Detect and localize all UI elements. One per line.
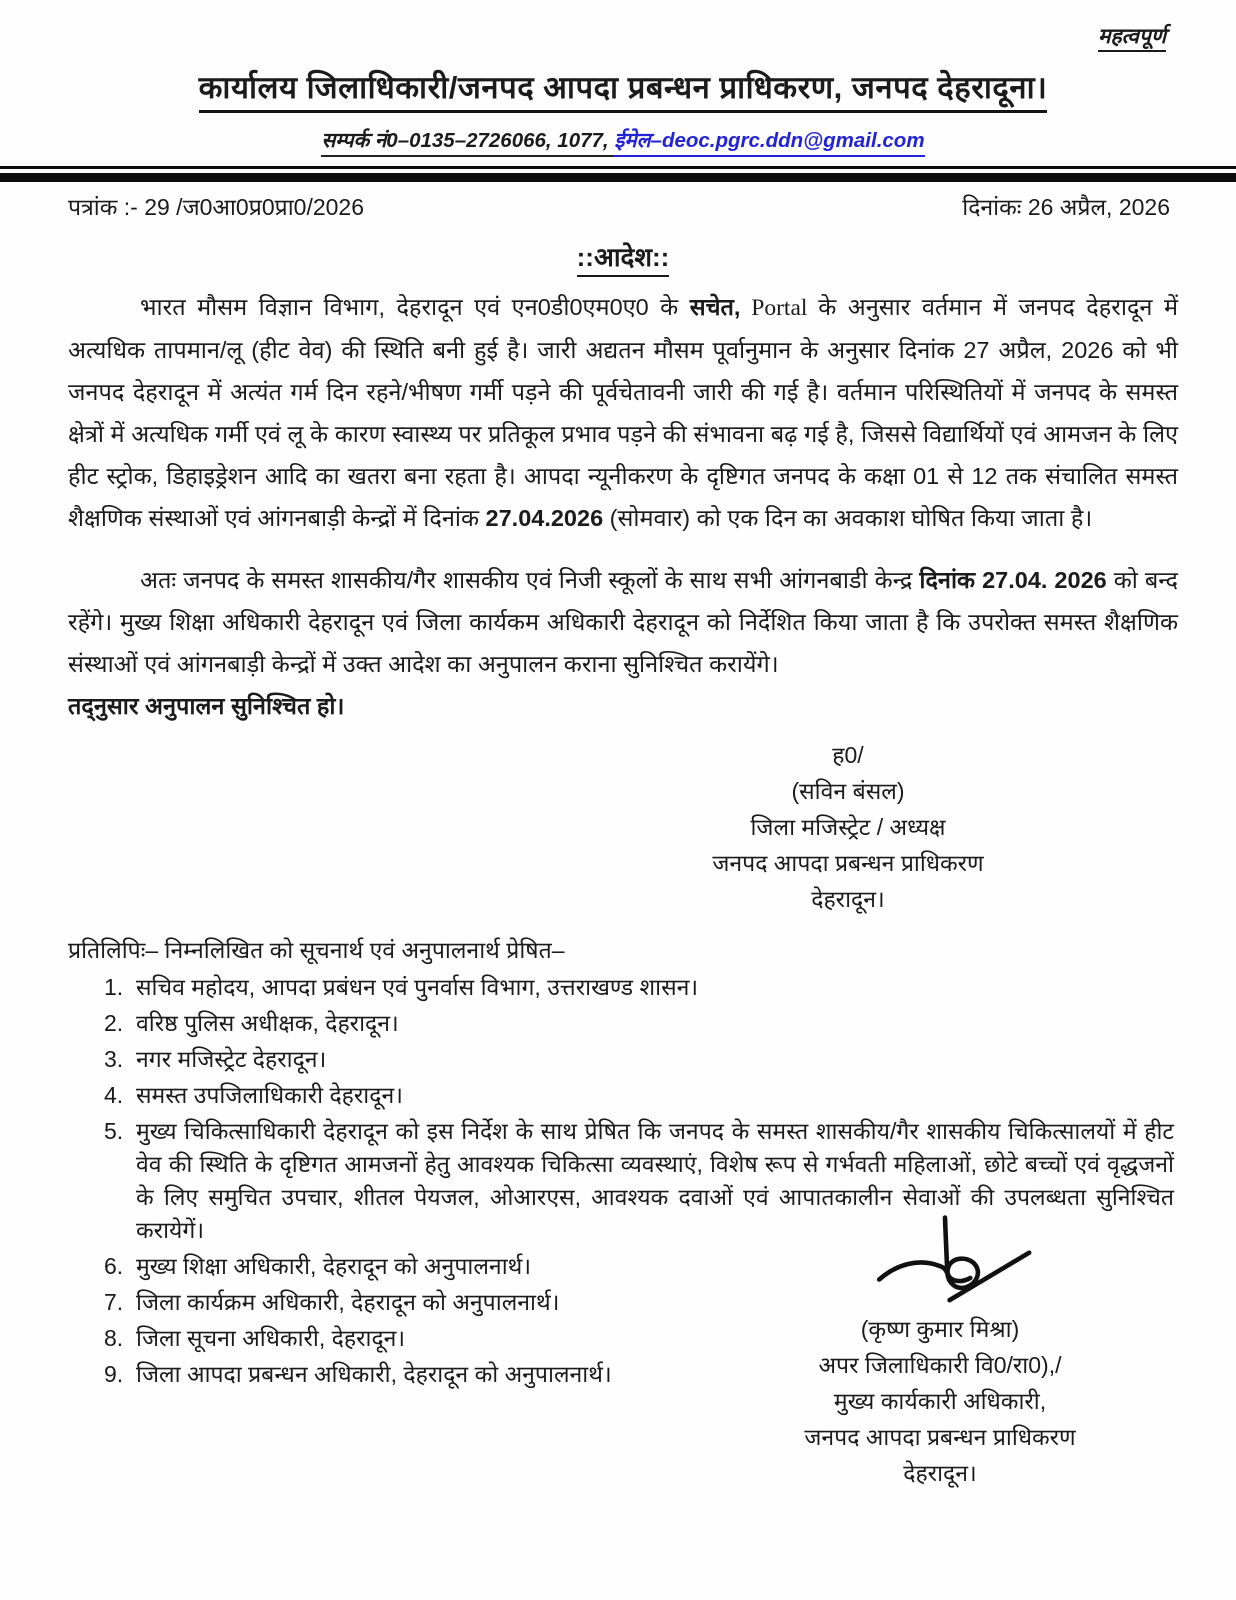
contact-line	[68, 126, 1178, 154]
copy-item-number: 7.	[104, 1289, 124, 1315]
copy-item-number: 8.	[104, 1325, 124, 1351]
copy-item-number: 4.	[104, 1082, 124, 1108]
para2-text: अतः जनपद के समस्त शासकीय/गैर शासकीय एवं निजी स्कूलों के साथ सभी आंगनबाडी केन्द्र	[140, 567, 920, 593]
copy-item-text: सचिव महोदय, आपदा प्रबंधन एवं पुनर्वास विभाग, उत्तराखण्ड शासन।	[136, 974, 699, 1000]
copy-item-text: नगर मजिस्ट्रेट देहरादून।	[136, 1046, 327, 1072]
copy-item-text: वरिष्ठ पुलिस अधीक्षक, देहरादून।	[136, 1010, 399, 1036]
copy-item-number: 9.	[104, 1361, 124, 1387]
copy-item-text: मुख्य चिकित्साधिकारी देहरादून को इस निर्देश के साथ प्रेषित कि जनपद के समस्त शासकीय/गैर शासकीय चिकित्सालयों में हीट वेव की स्थिति के दृष्टिगत आमजनों हेतु आवश्यक चिकित्सा व्यवस्थाएं, विशेष रूप से गर्भवती महिलाओं, छोटे बच्चों एवं वृद्धजनों के लिए समुचित उपचार, शीतल पेयजल, ओआरएस, आवश्यक दवाओं एवं आपातकालीन सेवाओं की उपलब्धता सुनिश्चित करायेगें।	[136, 1118, 1174, 1243]
copy-item-number: 2.	[104, 1010, 124, 1036]
order-heading	[68, 238, 1178, 274]
signatory-name: (सविन बंसल)	[791, 778, 905, 804]
signatory-designation: जिला मजिस्ट्रेट / अध्यक्ष	[750, 814, 946, 840]
signature-block-primary	[658, 737, 1038, 917]
copy-item-2	[104, 1007, 1178, 1040]
copy-item-text: जिला सूचना अधिकारी, देहरादून।	[136, 1325, 406, 1351]
signatory-designation-1: अपर जिलाधिकारी वि0/रा0),/	[818, 1352, 1062, 1378]
signature-block-secondary	[700, 1205, 1180, 1491]
copy-item-number: 1.	[104, 974, 124, 1000]
copy-item-text: जिला आपदा प्रबन्धन अधिकारी, देहरादून को अनुपालनार्थ।	[136, 1361, 612, 1387]
copy-item-text: मुख्य शिक्षा अधिकारी, देहरादून को अनुपालनार्थ।	[136, 1253, 532, 1279]
copy-item-3	[104, 1043, 1178, 1076]
email-label: ईमेल–	[614, 129, 662, 157]
order-paragraph-2	[68, 559, 1178, 685]
para1-bold-sachet: सचेत,	[689, 294, 741, 320]
order-heading-text: ::आदेश::	[577, 242, 670, 277]
para1-text-end: (सोमवार) को एक दिन का अवकाश घोषित किया जाता है।	[603, 505, 1093, 531]
copy-item-number: 6.	[104, 1253, 124, 1279]
importance-tag	[68, 22, 1178, 50]
para2-text-end: को बन्द रहेंगे। मुख्य शिक्षा अधिकारी देहरादून एवं जिला कार्यकम अधिकारी देहरादून को निर्देशित किया जाता है कि उपरोक्त समस्त शैक्षणिक संस्थाओं एवं आंगनबाड़ी केन्द्रों में उक्त आदेश का अनुपालन कराना सुनिश्चित करायेंगे।	[68, 567, 1179, 677]
copy-item-1	[104, 971, 1178, 1004]
para1-text-continued: के अनुसार वर्तमान में जनपद देहरादून में अत्यधिक तापमान/लू (हीट वेव) की स्थिति बनी हुई है। जारी अद्यतन मौसम पूर्वानुमान के अनुसार दिनांक 27 अप्रैल, 2026 को भी जनपद देहरादून में अत्यंत गर्म दिन रहने/भीषण गर्मी पड़ने की पूर्वचेतावनी जारी की गई है। वर्तमान परिस्थितियों में जनपद के समस्त क्षेत्रों में अत्यधिक गर्मी एवं लू के कारण स्वास्थ्य पर प्रतिकूल प्रभाव पड़ने की संभावना बढ़ गई है, जिससे विद्यार्थियों एवं आमजन के लिए हीट स्ट्रोक, डिहाइड्रेशन आदि का खतरा बना रहता है। आपदा न्यूनीकरण के दृष्टिगत जनपद के कक्षा 01 से 12 तक संचालित समस्त शैक्षणिक संस्थाओं एवं आंगनबाड़ी केन्द्रों में दिनांक	[68, 294, 1178, 531]
copy-item-text: समस्त उपजिलाधिकारी देहरादून।	[136, 1082, 403, 1108]
signatory-authority: जनपद आपदा प्रबन्धन प्राधिकरण	[804, 1424, 1076, 1450]
contact-phone: सम्पर्क नं0–0135–2726066, 1077,	[321, 129, 614, 157]
signatory-place: देहरादून।	[811, 886, 885, 912]
compliance-closing-line: तद्नुसार अनुपालन सुनिश्चित हो।	[68, 693, 345, 719]
office-title-text: कार्यालय जिलाधिकारी/जनपद आपदा प्रबन्धन प्राधिकरण, जनपद देहरादूना।	[199, 70, 1048, 113]
letter-number: पत्रांक :- 29 /ज0आ0प्र0प्रा0/2026	[68, 194, 364, 220]
para1-portal-text: Portal	[740, 295, 819, 321]
copy-item-number: 3.	[104, 1046, 124, 1072]
copy-item-text: जिला कार्यक्रम अधिकारी, देहरादून को अनुपालनार्थ।	[136, 1289, 560, 1315]
signatory-place: देहरादून।	[903, 1460, 977, 1486]
para2-bold-date: दिनांक 27.04. 2026	[919, 567, 1107, 593]
order-paragraph-1	[68, 286, 1178, 539]
para1-text: भारत मौसम विज्ञान विभाग, देहरादून एवं एन0डी0एम0ए0 के	[140, 294, 690, 320]
signatory-name: (कृष्ण कुमार मिश्रा)	[860, 1316, 1020, 1342]
letter-date: दिनांकः 26 अप्रैल, 2026	[962, 194, 1170, 220]
para1-bold-date: 27.04.2026	[485, 505, 604, 531]
office-title	[68, 66, 1178, 108]
importance-tag-text: महत्वपूर्ण	[1098, 25, 1166, 52]
copy-item-4	[104, 1079, 1178, 1112]
handwritten-signature-icon	[870, 1205, 1046, 1305]
signatory-authority: जनपद आपदा प्रबन्धन प्राधिकरण	[712, 850, 984, 876]
signatory-designation-2: मुख्य कार्यकारी अधिकारी,	[833, 1388, 1047, 1414]
reference-row	[68, 190, 1178, 222]
copies-heading: प्रतिलिपिः– निम्नलिखित को सूचनार्थ एवं अनुपालनार्थ प्रेषित–	[68, 937, 565, 963]
signed-mark: ह0/	[832, 742, 864, 768]
email-link[interactable]: deoc.pgrc.ddn@gmail.com	[662, 129, 925, 157]
header-divider-thick	[0, 173, 1236, 182]
copy-item-number: 5.	[104, 1118, 124, 1144]
